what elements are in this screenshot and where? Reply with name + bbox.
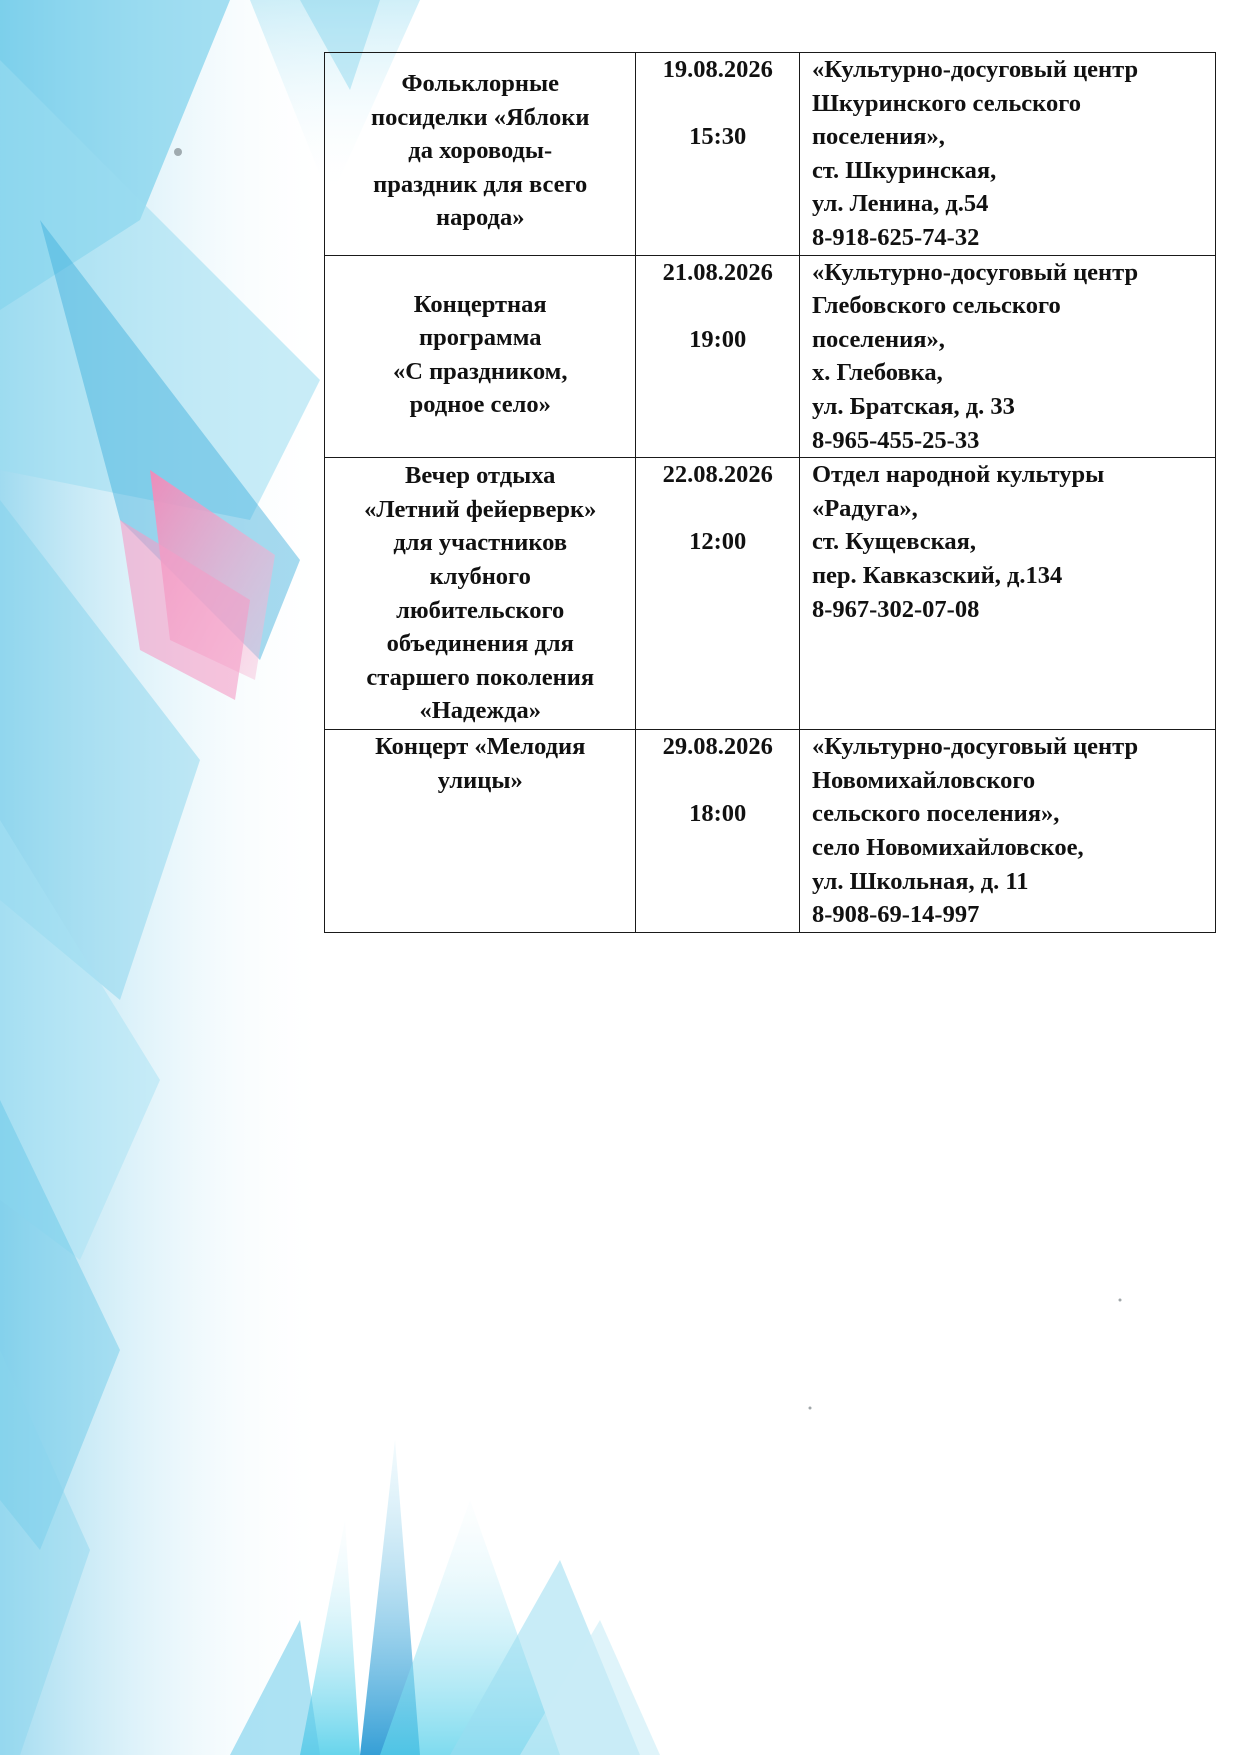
table-row <box>325 255 1216 458</box>
venue-cell <box>799 255 1215 458</box>
event-name: Фольклорные посиделки «Яблоки да хороводы- праздник для всего народа» <box>370 70 590 232</box>
event-cell <box>325 255 636 458</box>
event-name: Концерт «Мелодия улицы» <box>375 733 586 794</box>
datetime-cell <box>636 730 799 933</box>
event-venue: «Культурно-досуговый центр Шкуринского сельского поселения», ст. Шкуринская, ул. Ленина, д.54 8-918-625-74-32 <box>811 56 1139 251</box>
venue-cell <box>799 53 1215 256</box>
table-row <box>325 458 1216 730</box>
event-cell <box>325 53 636 256</box>
event-venue: «Культурно-досуговый центр Новомихайловского сельского поселения», село Новомихайловское, ул. Школьная, д. 11 8-908-69-14-997 <box>811 733 1139 929</box>
event-datetime: 22.08.2026 12:00 <box>662 461 773 556</box>
venue-cell <box>799 730 1215 933</box>
datetime-cell <box>636 53 799 256</box>
table-row <box>325 53 1216 256</box>
venue-cell <box>799 458 1215 730</box>
event-name: Вечер отдыха «Летний фейерверк» для участников клубного любительского объединения для старшего поколения «Надежда» <box>364 462 597 725</box>
table-row <box>325 730 1216 933</box>
datetime-cell <box>636 458 799 730</box>
event-venue: Отдел народной культуры «Радуга», ст. Кущевская, пер. Кавказский, д.134 8-967-302-07-08 <box>811 461 1105 623</box>
event-datetime: 19.08.2026 15:30 <box>662 56 773 151</box>
event-venue: «Культурно-досуговый центр Глебовского сельского поселения», х. Глебовка, ул. Братская, д. 33 8-965-455-25-33 <box>811 258 1139 454</box>
event-datetime: 21.08.2026 19:00 <box>662 258 773 353</box>
event-datetime: 29.08.2026 18:00 <box>662 733 773 828</box>
datetime-cell <box>636 255 799 458</box>
events-schedule-table <box>324 52 1216 933</box>
event-cell <box>325 458 636 730</box>
event-name: Концертная программа «С праздником, родное село» <box>393 290 568 419</box>
event-cell <box>325 730 636 933</box>
